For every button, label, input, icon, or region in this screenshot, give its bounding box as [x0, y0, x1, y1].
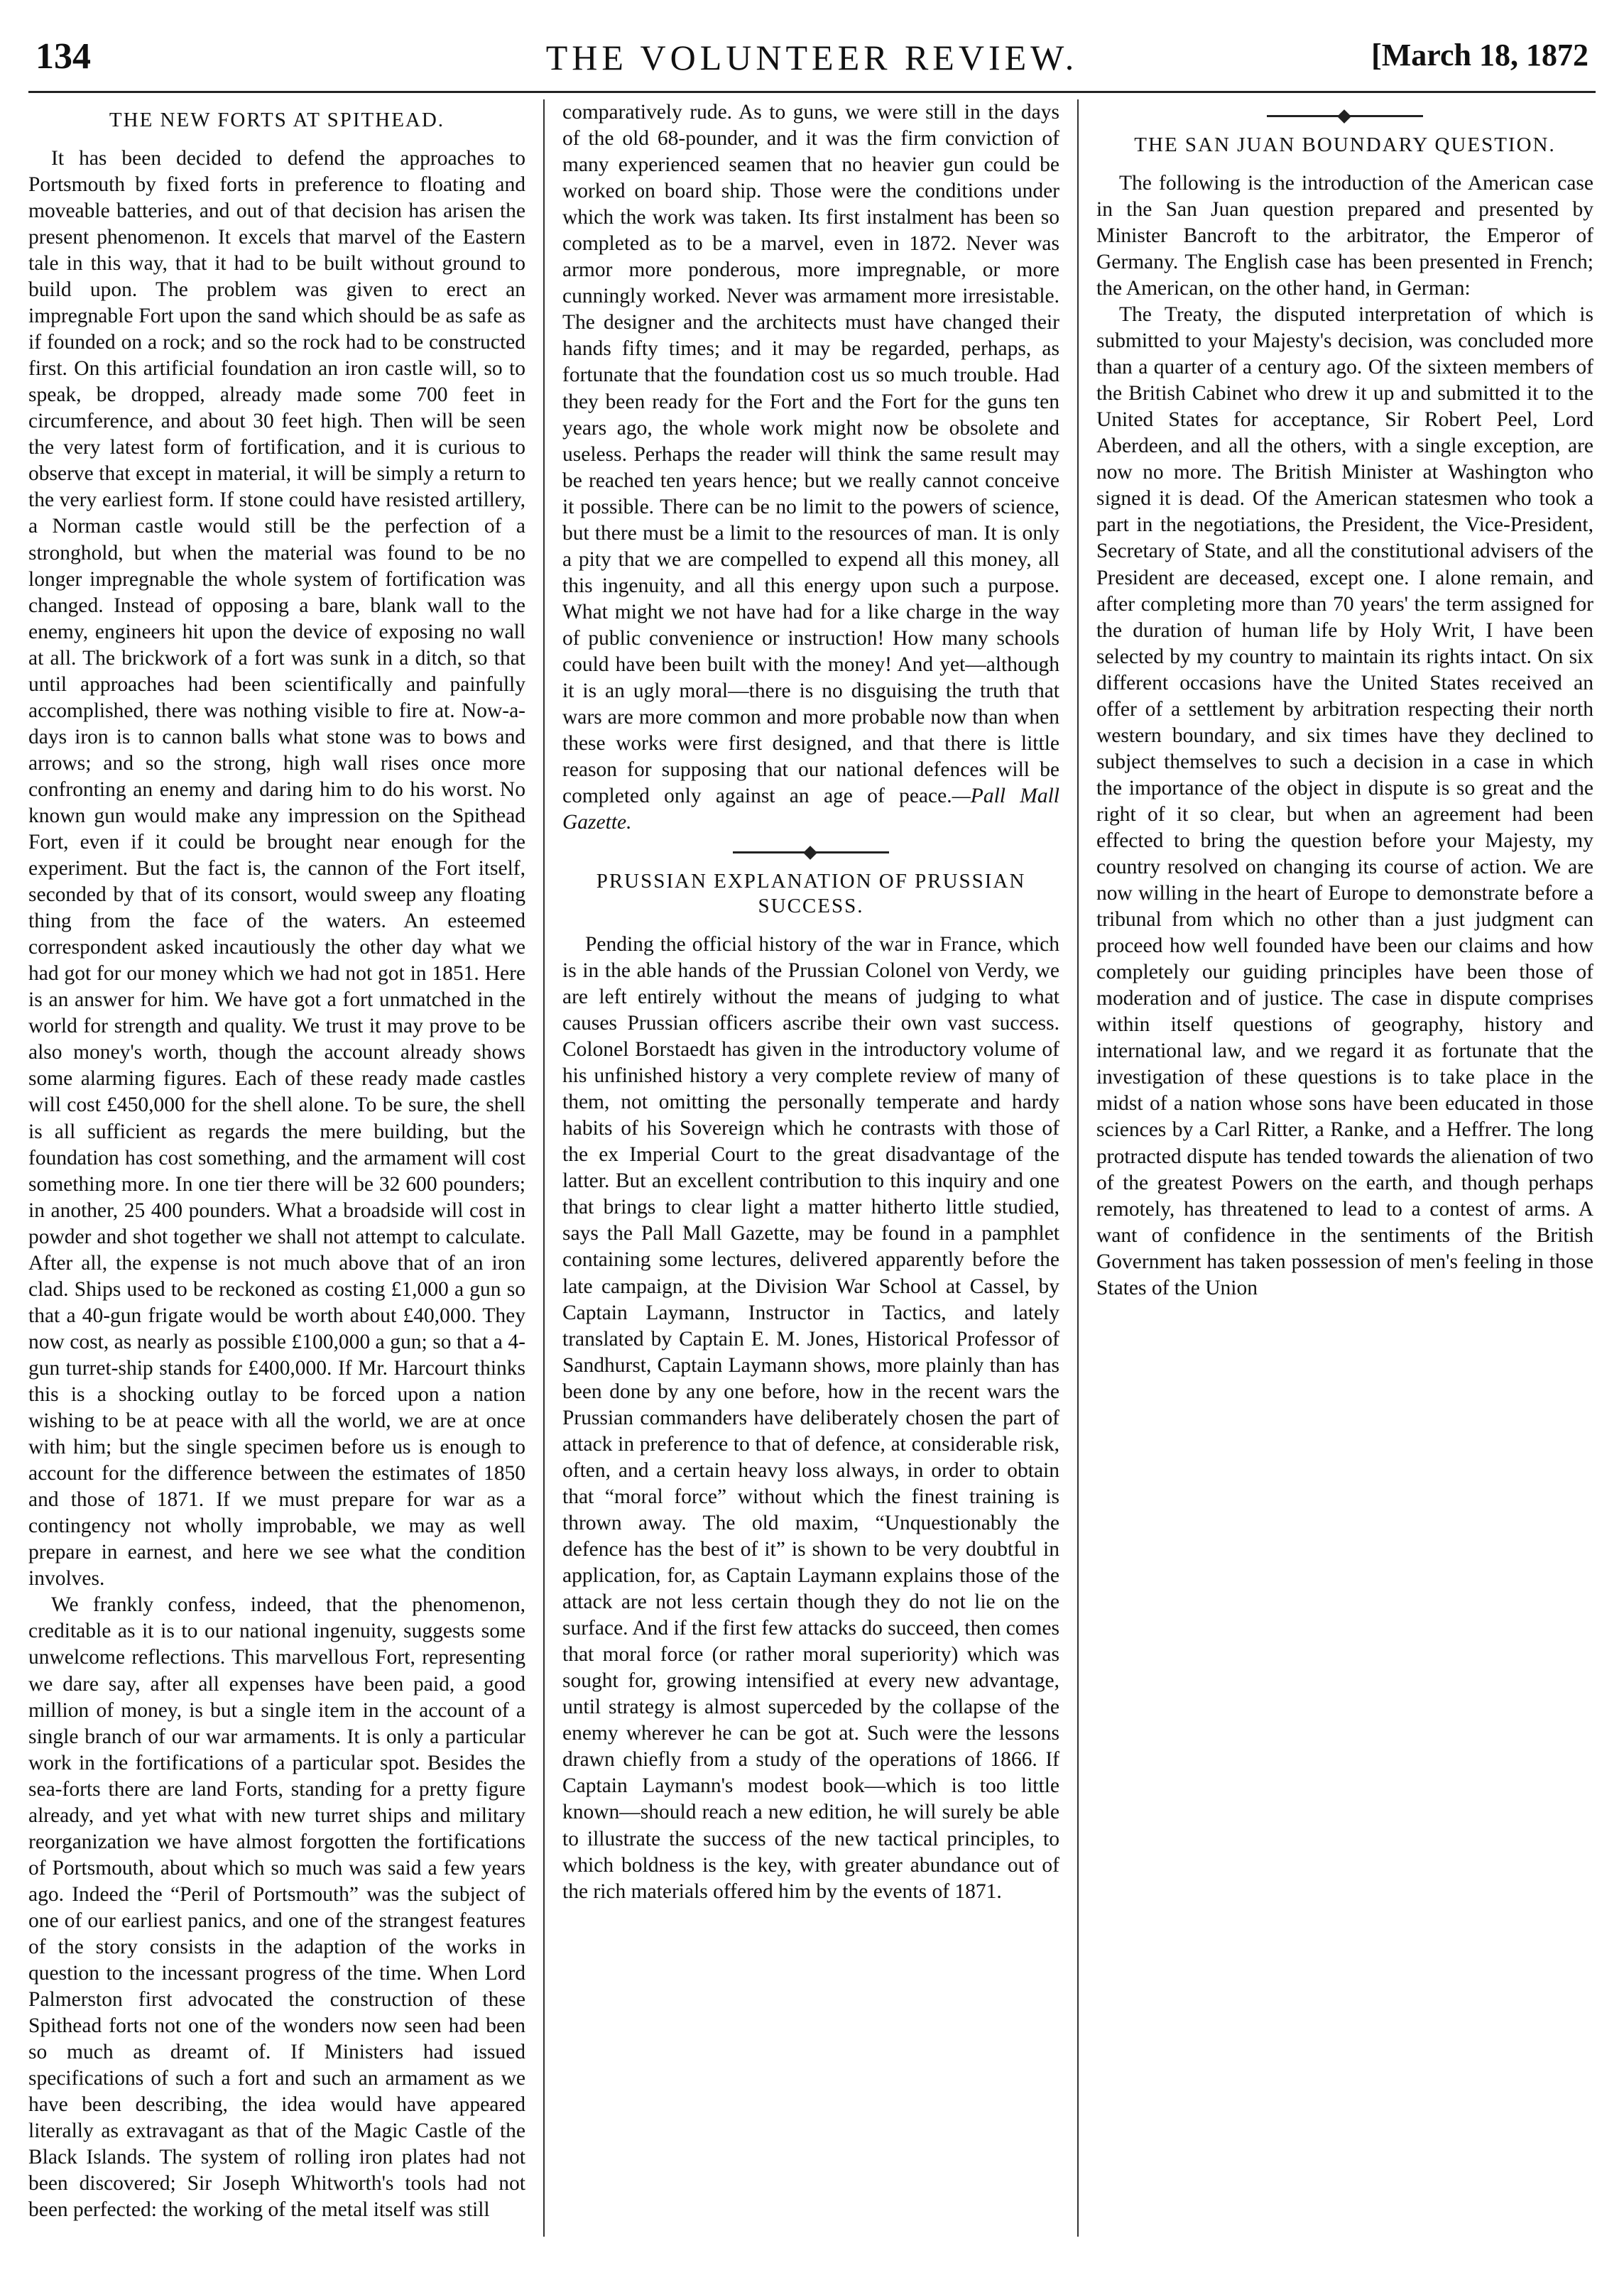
publication-title: THE VOLUNTEER REVIEW. — [545, 38, 1079, 77]
column-divider — [1077, 99, 1079, 2237]
article-paragraph: It has been decided to defend the approaches to Portsmouth by fixed forts in preference to floating and moveable batteries, and out of that decision has arisen the present phenomenon. It excels that marvel of the Eastern tale in this way, that it had to be built without ground to build upon. The problem was given to erect an impregnable Fort upon the sand which should be as safe as if founded on a rock; and so the rock had to be constructed first. On this artificial foundation an iron castle will, so to speak, be dropped, already made some 700 feet in circumference, and about 30 feet high. Then will be seen the very latest form of fortification, and it is curious to observe that except in material, it will be simply a return to the very earliest form. If stone could have resisted artillery, a Norman castle would still be the perfection of a stronghold, but when the material was found to be no longer impregnable the whole system of fortification was changed. Instead of opposing a bare, blank wall to the enemy, engineers hit upon the device of exposing no wall at all. The brickwork of a fort was sunk in a ditch, so that until approaches had been scientifically and painfully accomplished, there was nothing visible to fire at. Now-a-days iron is to cannon balls what stone was to bows and arrows; and so the strong, high wall rises once more confronting an enemy and daring him to do his worst. No known gun would make any impression on the Spithead Fort, even if it could be brought near enough for the experiment. But the fact is, the cannon of the Fort itself, seconded by that of its consort, would sweep any floating thing from the face of the waters. An esteemed correspondent asked incautiously the other day what we had got for our money which we had not got in 1851. Here is an answer for him. We have got a fort unmatched in the world for strength and quality. We trust it may prove to be also money's worth, though the account already shows some alarming figures. Each of these ready made castles will cost £450,000 for the shell alone. To be sure, the shell is all sufficient as regards the mere building, but the foundation has cost something, and the armament will cost something more. In one tier there will be 32 600 pounders; in another, 25 400 pounders. What a broadside will cost in powder and shot together we shall not attempt to calculate. After all, the expense is not much above that of an iron clad. Ships used to be reckoned as costing £1,000 a gun so that a 40-gun frigate would be worth about £40,000. They now cost, as nearly as possible £100,000 a gun; so that a 4-gun turret-ship stands for £400,000. If Mr. Harcourt thinks this is a shocking outlay to be forced upon a nation wishing to be at peace with all the world, we are at once with him; but the single specimen before us is enough to account for the difference between the estimates of 1850 and those of 1871. If we must prepare for war as a contingency not wholly improbable, we may as well prepare in earnest, and here we see what the condition involves. — [28, 146, 525, 1591]
article-credit: —Pall Mall Gazette. — [562, 785, 1059, 834]
article-title-san-juan: THE SAN JUAN BOUNDARY QUESTION. — [1134, 133, 1556, 156]
column-1 — [28, 99, 525, 2239]
article-paragraph: Pending the official history of the war in France, which is in the able hands of the Prussian Colonel von Verdy, we are left entirely without the means of judging to what causes Prussian officers ascribe their own vast success. Colonel Borstaedt has given in the introductory volume of his unfinished history a very complete review of many of them, not omitting the personally temperate and hardy habits of his Sovereign which he contrasts with those of the ex Imperial Court to the great disadvantage of the latter. But an excellent contribution to this inquiry and one that brings to clear light a matter hitherto little studied, says the Pall Mall Gazette, may be found in a pamphlet containing some lectures, delivered apparently before the late campaign, at the Division War School at Cassel, by Captain Laymann, Instructor in Tactics, and lately translated by Captain E. M. Jones, Historical Professor of Sandhurst, Captain Laymann shows, more plainly than has been done by any one before, how in the recent wars the Prussian commanders have deliberately chosen the part of attack in preference to that of defence, at considerable risk, often, and a certain heavy loss always, in order to obtain that “moral force” without which the finest training is thrown away. The old maxim, “Unquestionably the defence has the best of it” is shown to be very doubtful in application, for, as Captain Laymann explains those of the attack are not less certain though they do not lie on the surface. And if the first few attacks do succeed, then comes that moral force (or rather moral superiority) which was sought for, growing intensified at every new advantage, until strategy is almost superceded by the collapse of the enemy wherever he can be got at. Such were the lessons drawn chiefly from a study of the operations of 1866. If Captain Laymann's modest book—which is too little known—should reach a new edition, he will surely be able to illustrate the success of the new tactical principles, to which boldness is the key, with greater abundance out of the rich materials offered him by the events of 1871. — [562, 932, 1059, 1903]
article-paragraph: We frankly confess, indeed, that the phenomenon, creditable as it is to our national ingenuity, suggests some unwelcome reflections. This marvellous Fort, representing we dare say, after all expenses have been paid, a good million of money, is but a single item in the account of a single branch of our war armaments. It is only a particular work in the fortifications of a particular spot. Besides the sea-forts there are land Forts, standing for a pretty figure already, and yet what with new turret ships and military reorganization we have almost forgotten the fortifications of Portsmouth, about which so much was said a few years ago. Indeed the “Peril of Portsmouth” was the subject of one of our earliest panics, and one of the strangest features of the story consists in the adaption of the works in question to the incessant progress of the time. When Lord Palmerston first advocated the construction of these Spithead forts not one of the wonders now seen had been so much as dreamt of. If Ministers had issued specifications of such a fort and such an armament as we have been describing, the idea would have appeared literally as extravagant as that of the Magic Castle of the Black Islands. The system of rolling iron plates had not been discovered; Sir Joseph Whitworth's tools had not been perfected: the working of the metal itself was still — [28, 1593, 525, 2222]
column-2 — [562, 99, 1059, 2239]
page-number: 134 — [36, 36, 91, 77]
issue-date: [March 18, 1872 — [1371, 38, 1588, 72]
article-paragraph-continued — [562, 99, 1059, 836]
article-separator — [1267, 115, 1423, 117]
column-divider — [543, 99, 545, 2237]
article-paragraph: The following is the introduction of the American case in the San Juan question prepared and presented by Minister Bancroft to the arbitrator, the Emperor of Germany. The English case has been presented in French; the American, on the other hand, in German: — [1096, 171, 1593, 300]
column-2-text — [562, 99, 1059, 1905]
article-paragraph: The Treaty, the disputed interpretation of which is submitted to your Majesty's decision, was concluded more than a quarter of a century ago. Of the sixteen members of the British Cabinet who drew it up and submitted it to the United States for acceptance, Sir Robert Peel, Lord Aberdeen, and all the others, with a single exception, are now no more. The British Minister at Washington who signed it is dead. Of the American statesmen who took a part in the negotiations, the President, the Vice-President, Secretary of State, and all the constitutional advisers of the President are deceased, except one. I alone remain, and after completing more than 70 years' the term assigned for the duration of human life by Holy Writ, I have been selected by my country to maintain its rights intact. On six different occasions have the United States received an offer of a settlement by arbitration respecting their north western boundary, and six times have they declined to subject themselves to such a decision in a case in which the importance of the object in dispute is so great and the right of it so clear, but when an agreement had been effected to bring the question before your Majesty, my country resolved on changing its course of action. We are now willing in the heart of Europe to demonstrate before a tribunal from which no other than a just judgment can proceed how well founded have been our claims and how completely our guiding principles have been those of moderation and of justice. The case in dispute comprises within itself questions of geography, history and international law, and we regard it as fortunate that the investigation of these questions is to take place in the midst of a nation whose sons have been educated in those sciences by a Carl Ritter, a Ranke, and a Heffrer. The long protracted dispute has tended towards the alienation of two of the greatest Powers on the earth, and though perhaps remotely, has threatened to lead to a contest of arms. A want of confidence in the sentiments of the British Government has taken possession of men's feeling in those States of the Union — [1096, 303, 1593, 1299]
article-separator — [733, 851, 889, 853]
newspaper-page — [28, 28, 1596, 2247]
article-continuation: comparatively rude. As to guns, we were still in the days of the old 68-pounder, and it was the firm conviction of many experienced seamen that no heavier gun could be worked on board ship. Those were the conditions under which the work was taken. Its first instalment has been so completed as to be a marvel, even in 1872. Never was armor more ponderous, more impregnable, or more cunningly worked. Never was armament more irresistable. The designer and the architects must have changed their hands fifty times; and it may be regarded, perhaps, as fortunate that the foundation cost us so much trouble. Had they been ready for the Fort and the Fort for the guns ten years ago, the whole work might now be obsolete and useless. Perhaps the reader will think the same result may be reached ten years hence; but we really cannot conceive it possible. There can be no limit to the powers of science, but there must be a limit to the resources of man. It is only a pity that we are compelled to expend all this money, all this ingenuity, and all this energy upon such a purpose. What might we not have had for a like charge in the way of public convenience or instruction! How many schools could have been built with the money! And yet—although it is an ugly moral—there is no disguising the truth that wars are more common and more probable now than when these works were first designed, and that there is little reason for supposing that our national defences will be completed only against an age of peace. — [562, 101, 1059, 808]
column-1-text — [28, 108, 525, 2224]
article-title-spithead: THE NEW FORTS AT SPITHEAD. — [109, 109, 445, 131]
column-3 — [1096, 99, 1593, 2239]
article-title-prussian: PRUSSIAN EXPLANATION OF PRUSSIAN SUCCESS. — [596, 870, 1026, 918]
column-3-text — [1096, 115, 1593, 1302]
masthead — [28, 28, 1596, 92]
masthead-rule — [28, 91, 1596, 93]
